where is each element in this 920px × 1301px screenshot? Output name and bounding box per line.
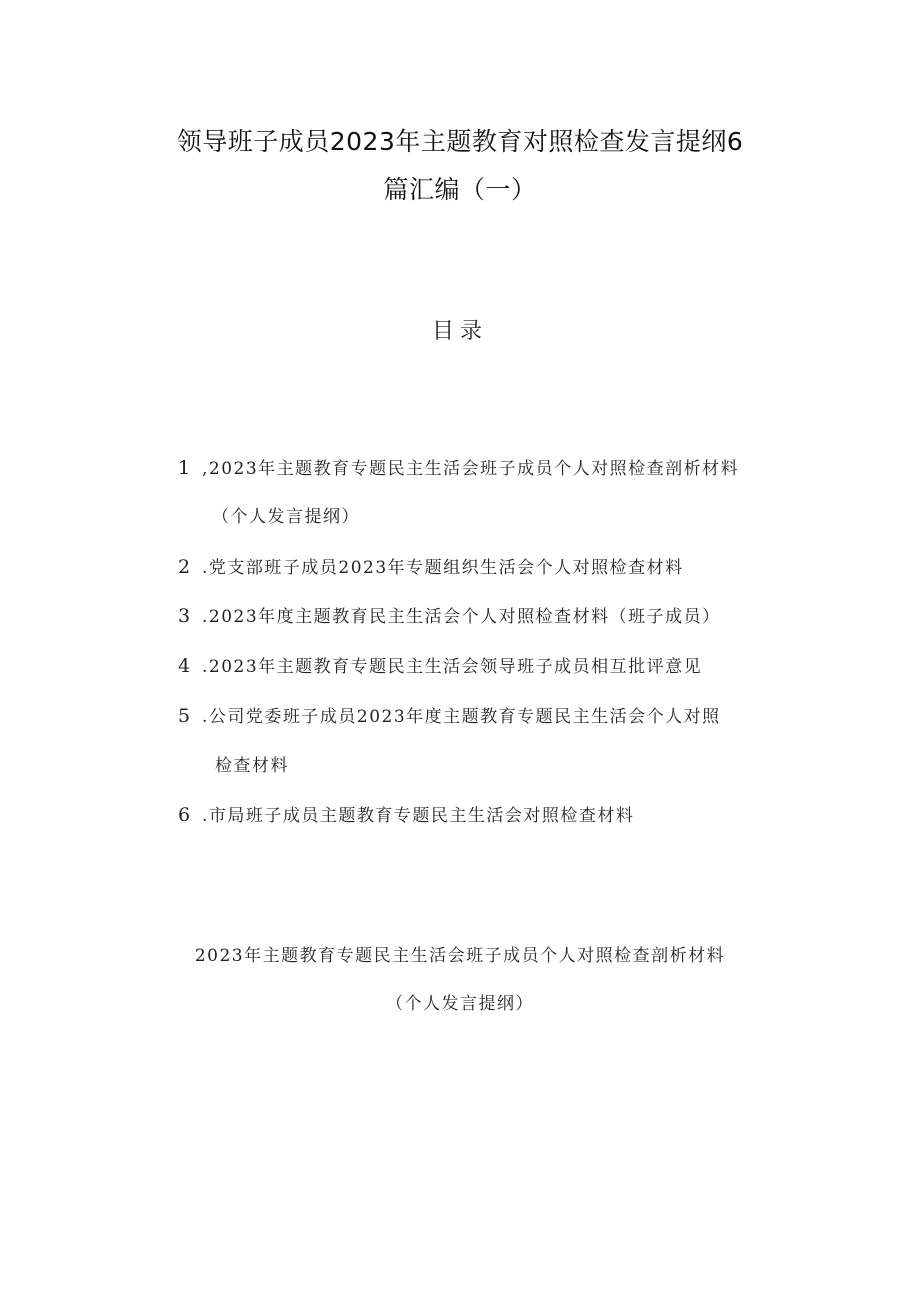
toc-item-text: .公司党委班子成员2023年度主题教育专题民主生活会个人对照 bbox=[202, 707, 721, 727]
toc-item-2 bbox=[178, 553, 684, 578]
toc-item-text: .2023年度主题教育民主生活会个人对照检查材料（班子成员） bbox=[202, 607, 721, 627]
toc-item-text: .党支部班子成员2023年专题组织生活会个人对照检查材料 bbox=[202, 558, 684, 578]
toc-item-6 bbox=[178, 801, 634, 826]
toc-item-1 bbox=[178, 454, 739, 479]
toc-item-4 bbox=[178, 652, 702, 677]
toc-item-number: 5 bbox=[178, 705, 192, 727]
toc-item-number: 2 bbox=[178, 556, 192, 578]
toc-item-number: 3 bbox=[178, 605, 192, 627]
toc-item-number: 6 bbox=[178, 804, 192, 826]
toc-item-number: 4 bbox=[178, 655, 192, 677]
toc-item-text: .2023年主题教育专题民主生活会领导班子成员相互批评意见 bbox=[202, 657, 703, 677]
section-subtitle: （个人发言提纲） bbox=[386, 994, 534, 1014]
toc-item-text: ,2023年主题教育专题民主生活会班子成员个人对照检查剖析材料 bbox=[202, 459, 740, 479]
toc-item-number: 1 bbox=[178, 457, 192, 479]
toc-heading: 目录 bbox=[431, 319, 488, 344]
document-title-line-2: 篇汇编（一） bbox=[383, 175, 537, 204]
section-title: 2023年主题教育专题民主生活会班子成员个人对照检查剖析材料 bbox=[194, 946, 726, 966]
toc-item-1-continuation: （个人发言提纲） bbox=[212, 507, 360, 527]
toc-item-5-continuation: 检查材料 bbox=[215, 756, 289, 776]
document-title-line-1: 领导班子成员2023年主题教育对照检查发言提纲6 bbox=[176, 127, 744, 156]
toc-item-5 bbox=[178, 702, 721, 727]
toc-item-text: .市局班子成员主题教育专题民主生活会对照检查材料 bbox=[202, 806, 635, 826]
toc-item-3 bbox=[178, 602, 721, 627]
